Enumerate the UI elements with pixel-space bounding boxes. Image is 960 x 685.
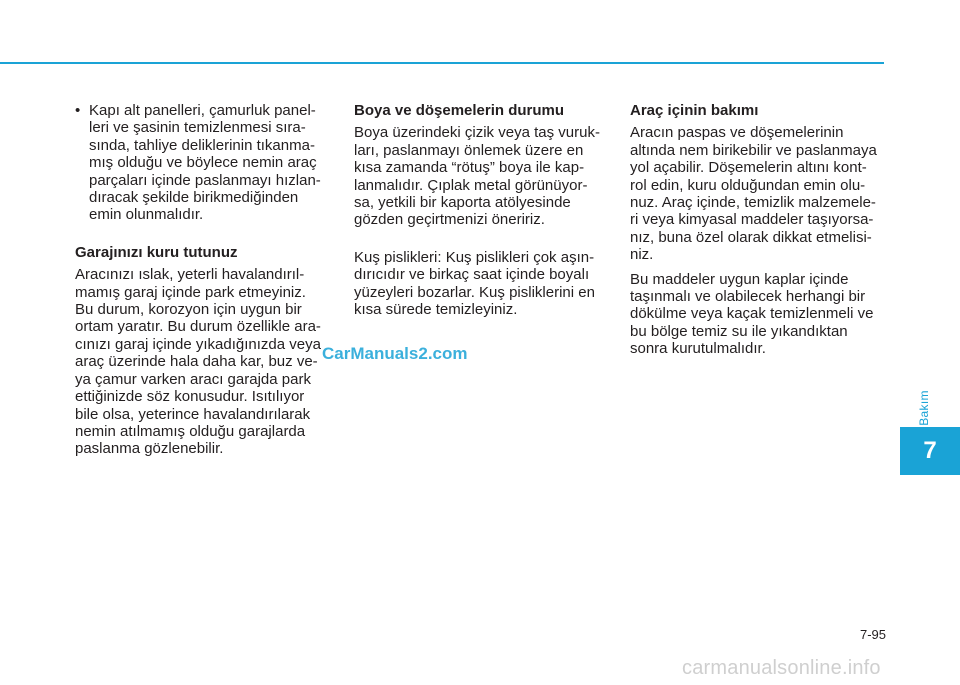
section-heading: Boya ve döşemelerin durumu — [354, 102, 565, 119]
bullet-dot-icon: • — [75, 102, 81, 119]
text-line: ri veya kimyasal maddeler taşıyorsa- — [630, 211, 874, 229]
text-line: Kuş pislikleri: Kuş pislikleri çok aşın- — [354, 248, 595, 266]
text-line: paslanma gözlenebilir. — [75, 440, 224, 458]
text-line: ları, paslanmayı önlemek üzere en — [354, 141, 584, 159]
paragraph — [354, 249, 607, 319]
text-line: niz. — [630, 246, 654, 264]
text-line: mış olduğu ve böylece nemin araç — [89, 154, 317, 172]
text-line: nız, buna özel olarak dikkat etmelisi- — [630, 228, 872, 246]
section-heading: Garajınızı kuru tutunuz — [75, 243, 238, 261]
section-heading: Araç içinin bakımı — [630, 102, 759, 119]
text-line: sında, tahliye deliklerinin tıkanma- — [89, 136, 315, 154]
paragraph — [75, 266, 334, 457]
text-line: sa, yetkili bir kaporta atölyesinde — [354, 194, 571, 212]
section-label-text: Bakım — [917, 390, 932, 426]
text-line: kısa zamanda “rötuş” boya ile kap- — [354, 159, 585, 177]
column-middle — [354, 102, 607, 318]
text-line: dıracak şekilde birikmediğinden — [89, 189, 299, 207]
text-line: cınızı garaj içinde yıkadığınızda veya — [75, 335, 321, 353]
text-line: yol açabilir. Döşemelerin altını kont- — [630, 159, 867, 177]
text-line: rol edin, kuru olduğundan emin olu- — [630, 176, 866, 194]
chapter-number: 7 — [923, 437, 937, 464]
text-line: bile olsa, yeterince havalandırılarak — [75, 405, 311, 423]
text-line: Kapı alt panelleri, çamurluk panel- — [89, 102, 316, 119]
text-line: gözden geçirtmenizi öneririz. — [354, 211, 545, 229]
section-side-label — [914, 383, 934, 433]
text-line: ya çamur varken aracı garajda park — [75, 370, 311, 388]
column-right — [630, 102, 884, 358]
text-line: kısa sürede temizleyiniz. — [354, 301, 518, 319]
text-line: ortam yaratır. Bu durum özellikle ara- — [75, 318, 321, 336]
text-line: nuz. Araç içinde, temizlik malzemele- — [630, 194, 876, 212]
bullet-item — [75, 102, 334, 224]
text-line: parçaları içinde paslanmayı hızlan- — [89, 171, 321, 189]
text-line: emin olunmalıdır. — [89, 206, 204, 224]
text-line: Boya üzerindeki çizik veya taş vuruk- — [354, 124, 600, 142]
text-line: Bu maddeler uygun kaplar içinde — [630, 270, 849, 288]
paragraph — [630, 124, 884, 263]
text-line: taşınmalı ve olabilecek herhangi bir — [630, 288, 866, 306]
text-line: nemin atılmamış olduğu garajlarda — [75, 422, 306, 440]
text-line: sonra kurutulmalıdır. — [630, 340, 766, 358]
text-line: Aracın paspas ve döşemelerinin — [630, 124, 844, 142]
text-line: lanmalıdır. Çıplak metal görünüyor- — [354, 176, 588, 194]
text-line: araç üzerinde hala daha kar, buz ve- — [75, 353, 318, 371]
text-line: dırıcıdır ve birkaç saat içinde boyalı — [354, 266, 590, 284]
text-line: Bu durum, korozyon için uygun bir — [75, 301, 302, 319]
text-line: ettiğinizde söz konusudur. Isıtılıyor — [75, 388, 305, 406]
text-line: altında nem birikebilir ve paslanmaya — [630, 141, 877, 159]
page-number: 7-95 — [859, 627, 886, 642]
text-line: Aracınızı ıslak, yeterli havalandırıl- — [75, 266, 305, 284]
text-line: bu bölge temiz su ile yıkandıktan — [630, 322, 848, 340]
paragraph — [354, 124, 607, 228]
paragraph — [630, 271, 884, 358]
chapter-tab — [900, 427, 960, 475]
text-line: dökülme veya kaçak temizlenmeli ve — [630, 305, 874, 323]
text-line: mamış garaj içinde park etmeyiniz. — [75, 283, 306, 301]
bullet-text — [89, 102, 334, 224]
watermark-bottom: carmanualsonline.info — [682, 657, 881, 679]
column-left — [75, 102, 334, 458]
text-line: leri ve şasinin temizlenmesi sıra- — [89, 119, 306, 137]
header-rule — [0, 62, 884, 64]
text-line: yüzeyleri bozarlar. Kuş pisliklerini en — [354, 283, 595, 301]
watermark-middle: CarManuals2.com — [322, 344, 468, 363]
